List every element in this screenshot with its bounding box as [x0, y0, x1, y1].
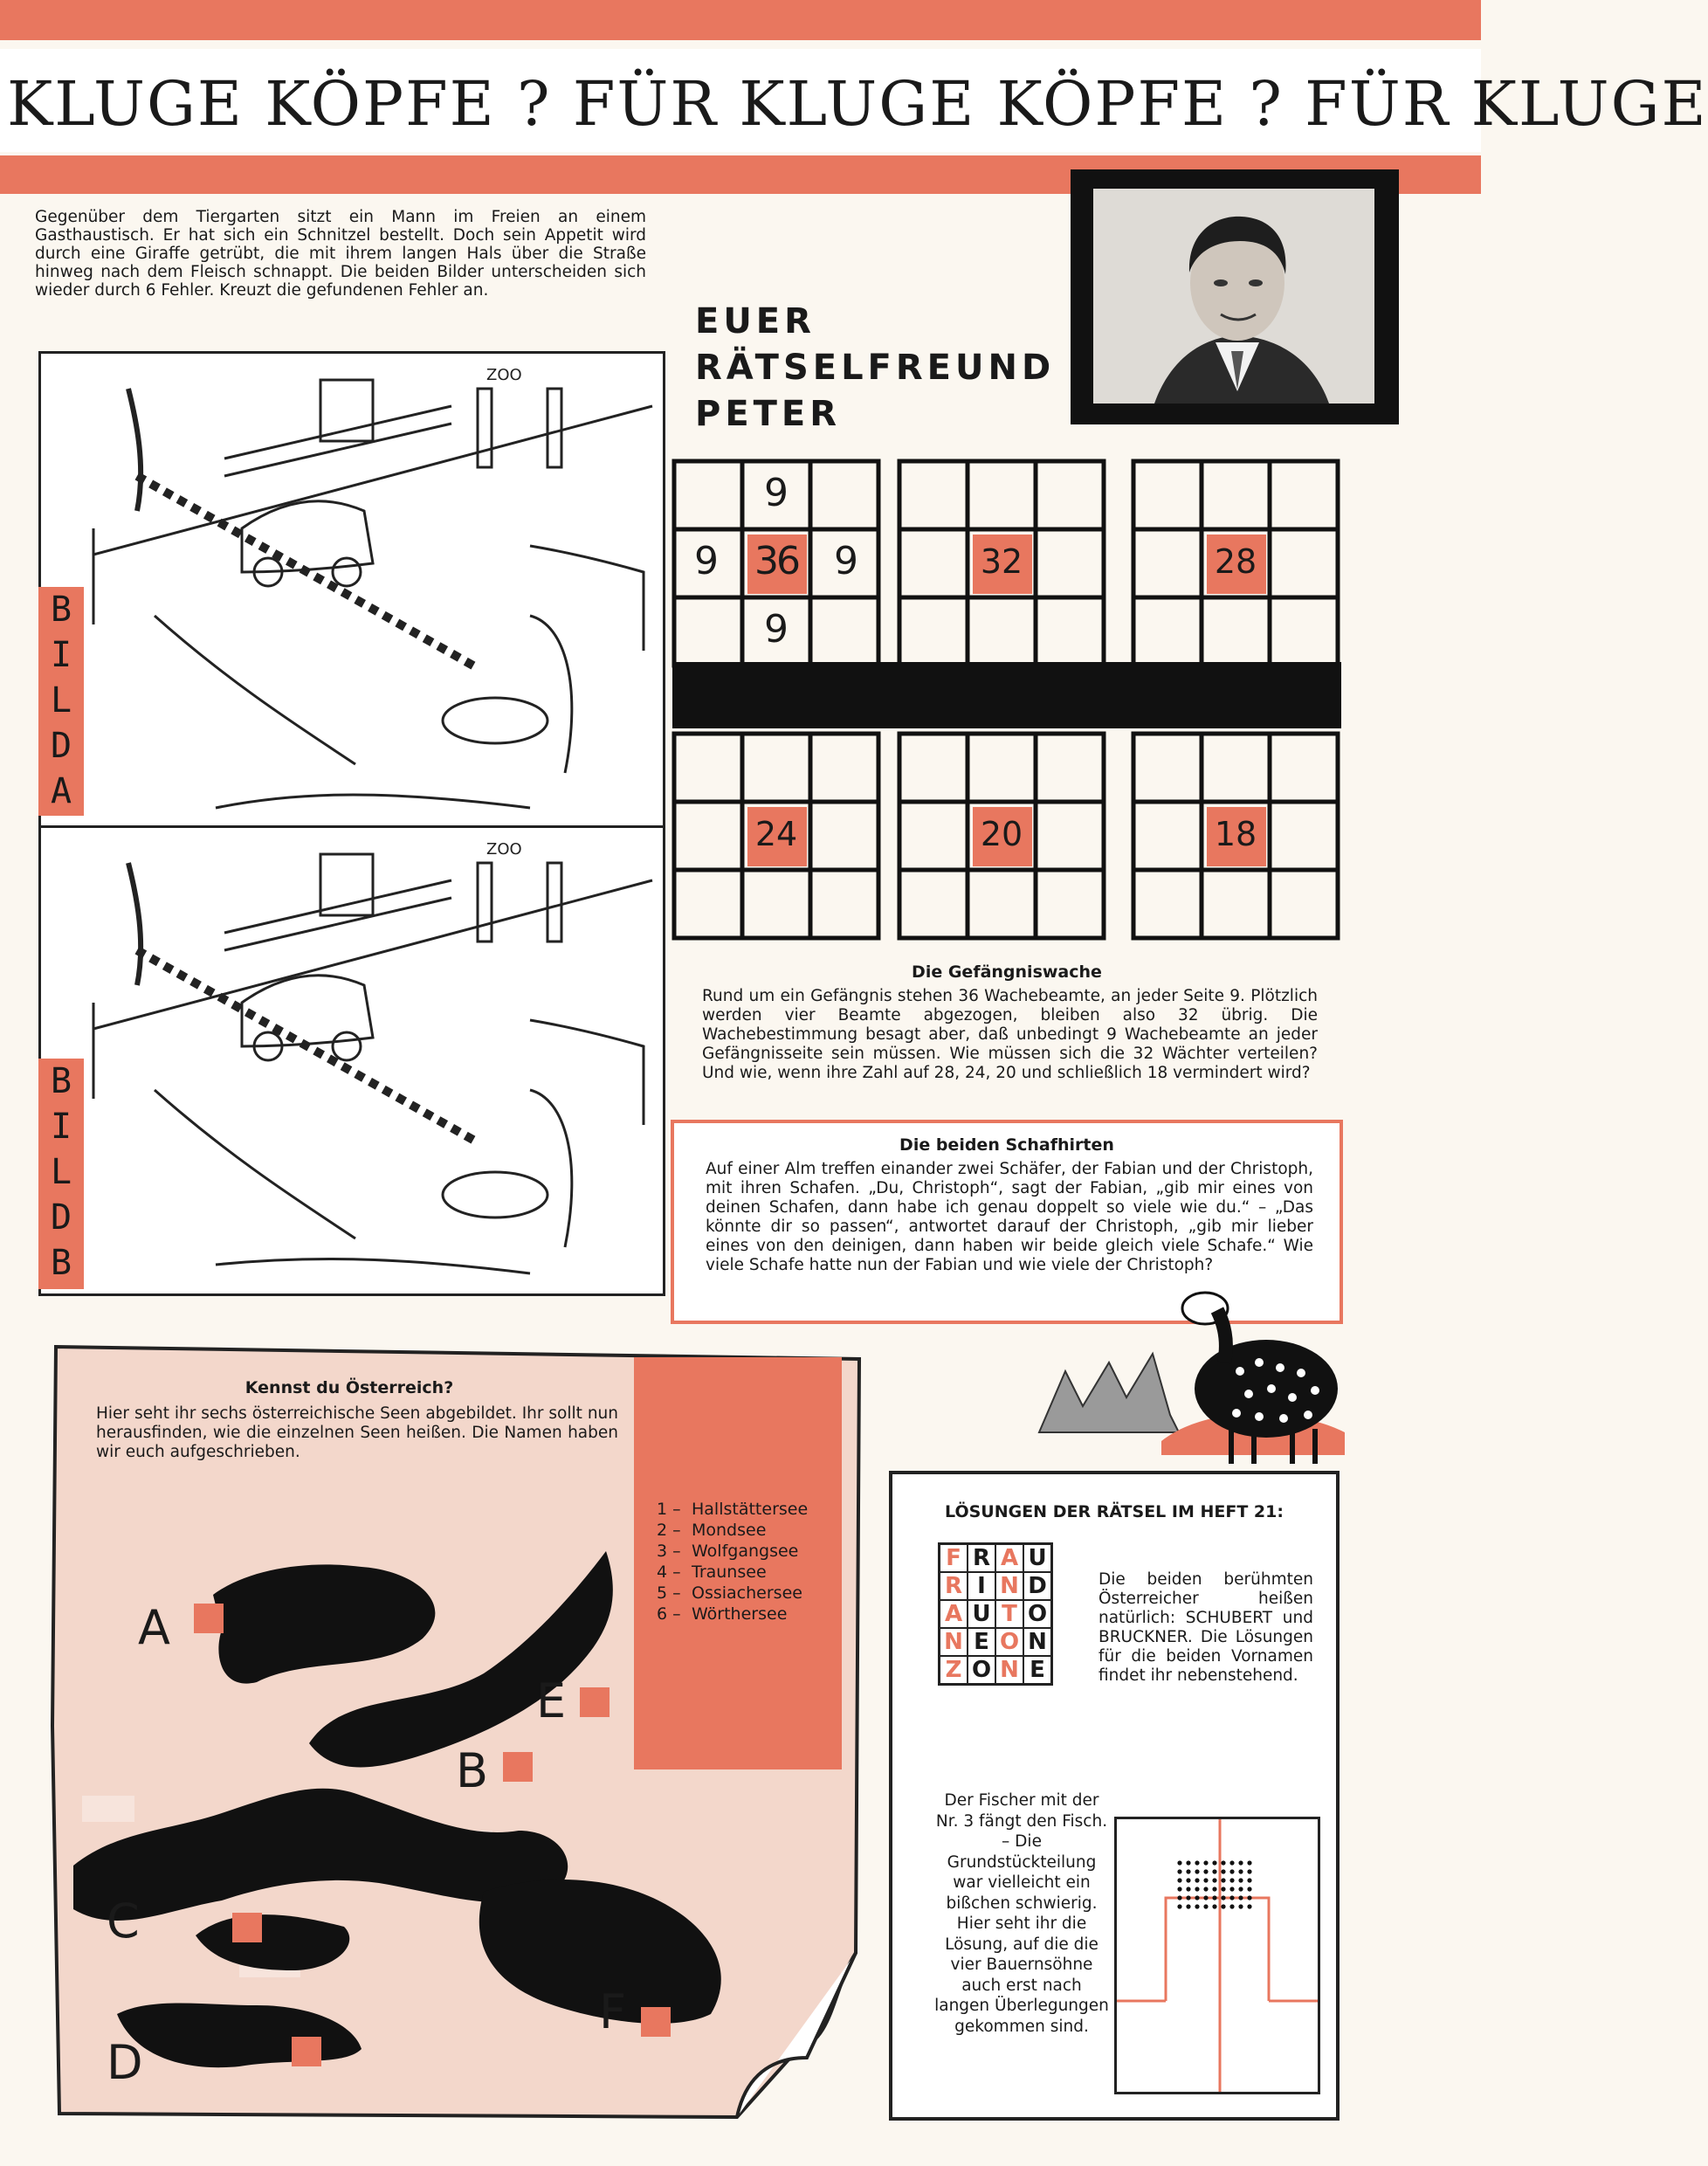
shepherds-title: Die beiden Schafhirten [899, 1135, 1114, 1155]
tag-a-letter: L [50, 680, 72, 721]
host-caption [695, 299, 1055, 438]
pattern-dot [1238, 1869, 1243, 1873]
pattern-dot [1212, 1887, 1216, 1891]
cartoon-divider [41, 825, 663, 828]
grid-cell [1270, 461, 1338, 529]
guard-count-top: 9 [764, 471, 789, 515]
pattern-dot [1195, 1904, 1199, 1908]
guard-count-bottom: 9 [764, 607, 789, 652]
tag-b-letter: B [50, 1061, 72, 1101]
grid-cell [674, 870, 742, 938]
grid-cell [968, 734, 1036, 802]
lake-label-f: F [599, 1984, 627, 2039]
sign-a: ZOO [486, 366, 522, 384]
letter-cell: N [995, 1656, 1023, 1685]
pattern-dot [1212, 1904, 1216, 1908]
title-band [0, 49, 1708, 152]
grid-cell [1202, 734, 1270, 802]
grid-cell [810, 461, 878, 529]
pattern-dot [1221, 1904, 1225, 1908]
pattern-dot [1177, 1895, 1181, 1900]
pattern-dot [1229, 1869, 1234, 1873]
pattern-dot [1177, 1887, 1181, 1891]
lake-label-e: E [536, 1673, 567, 1728]
grid-cell [968, 870, 1036, 938]
lake-name-item: 6 – Wörthersee [657, 1604, 788, 1624]
grid-cell [742, 734, 810, 802]
intro-text: Gegenüber dem Tiergarten sitzt ein Mann im Freien an einem Gasthaustisch. Er hat sich ein Schnitzel bestellt. Doch sein Appetit wird durch eine Giraffe getrübt, die mit ihrem langen Hals über die Straße hinweg nach dem Fleisch schnappt. Die beiden Bilder unterscheiden sich wieder durch 6 Fehler. Kreuzt die gefundenen Fehler an. [35, 208, 646, 300]
pattern-dot [1212, 1869, 1216, 1873]
pattern-dot [1221, 1895, 1225, 1900]
austria-title: Kennst du Österreich? [244, 1378, 454, 1397]
letter-cell: A [995, 1544, 1023, 1573]
pattern-dot [1186, 1869, 1190, 1873]
tag-b-letter: L [50, 1152, 72, 1192]
grid-cell [1133, 597, 1202, 666]
tag-bild-a [38, 587, 84, 816]
grid-cell [810, 802, 878, 870]
grid-cell [1036, 734, 1104, 802]
letter-cell: Z [940, 1656, 968, 1685]
grid-cell [1133, 802, 1202, 870]
letter-cell: A [940, 1600, 968, 1628]
grid-cell [742, 870, 810, 938]
portrait-drawing [1093, 189, 1374, 404]
sheep-illustration [1030, 1258, 1380, 1467]
letter-cell: R [968, 1544, 995, 1573]
guard-count-right: 9 [834, 539, 858, 583]
grid-cell [1202, 870, 1270, 938]
grid-cell [674, 802, 742, 870]
answer-box-a[interactable] [194, 1604, 224, 1633]
grid-cell [674, 461, 742, 529]
pattern-dot [1229, 1895, 1234, 1900]
austria-text: Hier seht ihr sechs österreichische Seen abgebildet. Ihr sollt nun herausfinden, wie die einzelnen Seen heißen. Die Namen haben wir euch aufgeschrieben. [96, 1404, 618, 1461]
letter-cell: N [995, 1572, 1023, 1600]
grid-center-number: 32 [980, 542, 1023, 581]
fisher-solution-text: Der Fischer mit der Nr. 3 fängt den Fisch. – Die Grundstückteilung war vielleicht ein bißchen schwierig. Hier seht ihr die Lösung, auf die die vier Bauernsöhne auch erst nach langen Überlegungen gekommen sind. [934, 1791, 1109, 2036]
grid-cell [899, 734, 968, 802]
grid-cell [968, 597, 1036, 666]
grid-cell [810, 734, 878, 802]
pattern-dot [1229, 1904, 1234, 1908]
prison-title: Die Gefängniswache [912, 962, 1102, 982]
letter-cell: F [940, 1544, 968, 1573]
grid-cell [899, 870, 968, 938]
pattern-dot [1203, 1895, 1208, 1900]
pattern-dot [1221, 1887, 1225, 1891]
grid-cell [1270, 870, 1338, 938]
letter-cell: O [1023, 1600, 1052, 1628]
pattern-dot [1177, 1904, 1181, 1908]
pattern-dot [1177, 1878, 1181, 1882]
top-color-band [0, 0, 1481, 40]
pattern-dot [1177, 1860, 1181, 1865]
pattern-dot [1247, 1895, 1251, 1900]
lake-name-item: 4 – Traunsee [657, 1562, 767, 1582]
guard-count-left: 9 [694, 539, 719, 583]
letter-cell: U [1023, 1544, 1052, 1573]
answer-box-b[interactable] [503, 1752, 533, 1782]
grid-cell [899, 597, 968, 666]
grid-cell [1202, 597, 1270, 666]
grid-cell [1270, 529, 1338, 597]
pattern-dot [1247, 1887, 1251, 1891]
land-division-drawing [1117, 1819, 1318, 2092]
letter-cell: E [968, 1628, 995, 1656]
grid-cell [674, 597, 742, 666]
letter-cell: D [1023, 1572, 1052, 1600]
grid-cell [810, 597, 878, 666]
pattern-dot [1238, 1887, 1243, 1891]
pattern-dot [1203, 1878, 1208, 1882]
pattern-dot [1221, 1878, 1225, 1882]
solutions-title: LÖSUNGEN DER RÄTSEL IM HEFT 21: [945, 1502, 1284, 1521]
pattern-dot [1186, 1904, 1190, 1908]
pattern-dot [1186, 1895, 1190, 1900]
pattern-dot [1203, 1904, 1208, 1908]
answer-box-f[interactable] [641, 2007, 671, 2037]
grid-cell [1036, 802, 1104, 870]
letter-cell: E [1023, 1656, 1052, 1685]
grid-cell [1133, 734, 1202, 802]
grid-cell [1133, 870, 1202, 938]
lake-name-item: 3 – Wolfgangsee [657, 1542, 799, 1561]
spot-the-difference-cartoon [38, 351, 665, 1296]
host-line-1: EUER [695, 301, 816, 341]
lake-label-b: B [456, 1743, 489, 1798]
pattern-dot [1186, 1887, 1190, 1891]
prison-grids [672, 459, 1341, 938]
host-line-3: PETER [695, 394, 842, 434]
letter-cell: U [968, 1600, 995, 1628]
grid-center-number: 24 [754, 815, 798, 853]
solutions-box [889, 1471, 1340, 2121]
pattern-dot [1203, 1887, 1208, 1891]
pattern-dot [1212, 1895, 1216, 1900]
tv-frame [1071, 169, 1399, 424]
pattern-dot [1229, 1878, 1234, 1882]
pattern-dot [1203, 1860, 1208, 1865]
answer-box-e[interactable] [580, 1687, 610, 1717]
pattern-dot [1238, 1895, 1243, 1900]
lake-name-item: 1 – Hallstättersee [657, 1500, 809, 1519]
tag-a-letter: A [50, 771, 72, 811]
grid-cell [1036, 597, 1104, 666]
pattern-dot [1195, 1887, 1199, 1891]
grid-cell [1133, 529, 1202, 597]
pattern-dot [1247, 1869, 1251, 1873]
tag-b-letter: B [50, 1243, 72, 1283]
pattern-dot [1229, 1887, 1234, 1891]
pattern-dot [1212, 1860, 1216, 1865]
grid-cell [1036, 870, 1104, 938]
guard-count-center: 36 [754, 539, 798, 583]
grid-cell [1270, 802, 1338, 870]
prison-text: Rund um ein Gefängnis stehen 36 Wachebeamte, an jeder Seite 9. Plötzlich werden vier Beamte abgezogen, bleiben also 32 übrig. Die Wachebestimmung besagt aber, daß unbedingt 9 Wachebeamte an jeder Gefängnisseite sein müssen. Wie müssen sich die 32 Wächter verteilen? Und wie, wenn ihre Zahl auf 28, 24, 20 und schließlich 18 vermindert wird? [702, 987, 1318, 1082]
grid-cell [899, 529, 968, 597]
grid-cell [1036, 529, 1104, 597]
sign-b: ZOO [486, 840, 522, 859]
pattern-dot [1212, 1878, 1216, 1882]
host-line-2: RÄTSELFREUND [695, 348, 1056, 388]
letter-cell: T [995, 1600, 1023, 1628]
pattern-dot [1177, 1869, 1181, 1873]
lake-name-item: 5 – Ossiachersee [657, 1583, 802, 1603]
grid-cell [899, 802, 968, 870]
host-portrait [1093, 189, 1374, 404]
tag-a-letter: I [50, 635, 72, 675]
pattern-dot [1238, 1878, 1243, 1882]
pattern-dot [1195, 1878, 1199, 1882]
tag-a-letter: D [50, 726, 72, 766]
letter-cell: R [940, 1572, 968, 1600]
grid-cell [1036, 461, 1104, 529]
tag-b-letter: I [50, 1107, 72, 1147]
tag-bild-b [38, 1059, 84, 1289]
pattern-dot [1195, 1895, 1199, 1900]
pattern-dot [1247, 1904, 1251, 1908]
letter-cell: N [940, 1628, 968, 1656]
grid-cell [1270, 734, 1338, 802]
grid-cell [1202, 461, 1270, 529]
composers-solution-text: Die beiden berühmten Österreicher heißen natürlich: SCHUBERT und BRUCKNER. Die Lösungen für die beiden Vornamen findet ihr nebenstehend. [1098, 1570, 1313, 1685]
lake-label-d: D [107, 2035, 143, 2090]
grid-cell [968, 461, 1036, 529]
letter-cell: N [1023, 1628, 1052, 1656]
pattern-dot [1203, 1869, 1208, 1873]
letter-cell: I [968, 1572, 995, 1600]
lake-label-c: C [107, 1894, 140, 1949]
land-division-diagram [1114, 1817, 1320, 2094]
pattern-dot [1186, 1878, 1190, 1882]
pattern-dot [1221, 1869, 1225, 1873]
pattern-dot [1247, 1860, 1251, 1865]
pattern-dot [1186, 1860, 1190, 1865]
shepherds-text: Auf einer Alm treffen einander zwei Schäfer, der Fabian und der Christoph, mit ihren Schafen. „Du, Christoph“, sagt der Fabian, „gib mir eines von deinen Schafen, dann habe ich genau doppelt so viele wie du.“ – „Das könnte dir so passen“, antwortet darauf der Christoph, „gib mir lieber eines von den deinigen, dann haben wir beide gleich viele Schafe.“ Wie viele Schafe hatte nun der Fabian und wie viele der Christoph? [706, 1160, 1313, 1274]
grid-cell [810, 870, 878, 938]
tag-b-letter: D [50, 1197, 72, 1238]
pattern-dot [1238, 1860, 1243, 1865]
letter-cell: O [968, 1656, 995, 1685]
grid-cell [1270, 597, 1338, 666]
pattern-dot [1221, 1860, 1225, 1865]
lake-name-list [657, 1499, 808, 1624]
grid-center-number: 18 [1214, 815, 1257, 853]
pattern-dot [1195, 1860, 1199, 1865]
cartoon-drawing [41, 354, 663, 1293]
answer-box-c[interactable] [232, 1913, 262, 1942]
pattern-dot [1229, 1860, 1234, 1865]
letter-grid [938, 1542, 1053, 1686]
pattern-dot [1238, 1904, 1243, 1908]
pattern-dot [1195, 1869, 1199, 1873]
page-title: KLUGE KÖPFE ? FÜR KLUGE KÖPFE ? FÜR KLUGE [7, 68, 1708, 140]
grid-center-number: 20 [980, 815, 1023, 853]
tag-a-letter: B [50, 590, 72, 630]
lake-name-item: 2 – Mondsee [657, 1521, 767, 1540]
grid-cell [899, 461, 968, 529]
grid-cell [674, 734, 742, 802]
letter-cell: O [995, 1628, 1023, 1656]
grid-cell [1133, 461, 1202, 529]
grid-center-number: 28 [1214, 542, 1257, 581]
pattern-dot [1247, 1878, 1251, 1882]
answer-box-d[interactable] [292, 2037, 321, 2066]
lake-label-a: A [138, 1600, 170, 1655]
